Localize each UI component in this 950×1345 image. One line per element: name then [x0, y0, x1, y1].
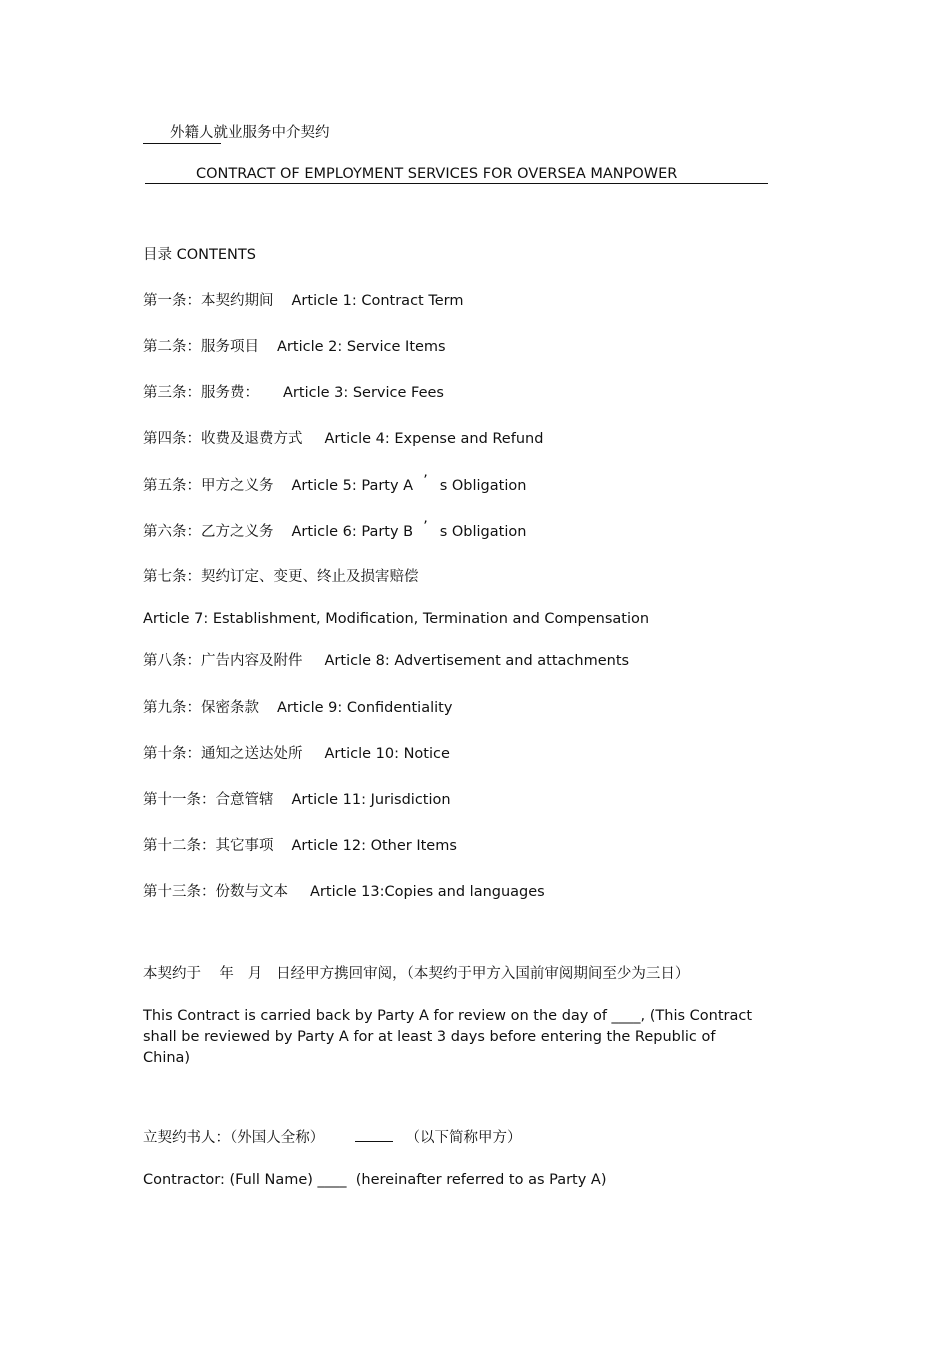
toc-item-cn: 第八条：广告内容及附件 [143, 653, 303, 669]
toc-item-en: Article 12: Other Items [291, 838, 457, 854]
toc-item-en: Article 6: Party B [291, 524, 414, 540]
toc-item-cn: 第三条：服务费： [143, 385, 259, 401]
party-a-name-blank[interactable] [355, 1129, 393, 1142]
toc-item-cn: 第四条：收费及退费方式 [143, 431, 303, 447]
toc-item [143, 291, 463, 311]
toc-item-cn: 第十条：通知之送达处所 [143, 746, 303, 762]
toc-item [143, 383, 444, 403]
toc-item [143, 651, 629, 671]
contractor-en: Contractor: (Full Name) ____ (hereinafter referred to as Party A) [143, 1172, 607, 1188]
toc-item-cn: 第六条：乙方之义务 [143, 524, 274, 540]
review-cn: 本契约于 年 月 日经甲方携回审阅，（本契约于甲方入国前审阅期间至少为三日） [143, 966, 690, 982]
toc-item-en-suffix: s Obligation [439, 524, 527, 540]
toc-item-cn: 第二条：服务项目 [143, 339, 259, 355]
toc-item-en: Article 11: Jurisdiction [291, 792, 451, 808]
toc-item-cn: 第五条：甲方之义务 [143, 478, 274, 494]
toc-item-en: Article 2: Service Items [277, 339, 446, 355]
title-cn-underline [143, 143, 221, 144]
toc-item-en-suffix: s Obligation [439, 478, 527, 494]
toc-item [143, 882, 545, 902]
toc-item-en: Article 9: Confidentiality [277, 700, 453, 716]
contents-heading: 目录 CONTENTS [143, 247, 256, 263]
contractor-cn-suffix: （以下简称甲方） [405, 1130, 522, 1146]
toc-item [143, 337, 446, 357]
review-en: This Contract is carried back by Party A for review on the day of ____, (This Contract shall be reviewed by Party A for at least 3 days before entering the Republic of China) [143, 1008, 753, 1066]
toc-item-en: Article 3: Service Fees [283, 385, 444, 401]
toc-item-en: Article 5: Party A [291, 478, 414, 494]
contractor-cn [143, 1128, 521, 1148]
toc-item-en: Article 8: Advertisement and attachments [324, 653, 630, 669]
toc-item-cn: 第十一条：合意管辖 [143, 792, 274, 808]
toc-item [143, 473, 527, 496]
toc-item [143, 698, 452, 718]
toc-item [143, 519, 527, 542]
title-cn: 外籍人就业服务中介契约 [170, 125, 330, 141]
apostrophe: ’ [423, 519, 428, 535]
toc-item-cn: 第十二条：其它事项 [143, 838, 274, 854]
title-en: CONTRACT OF EMPLOYMENT SERVICES FOR OVERSEA MANPOWER [196, 166, 678, 182]
toc-item [143, 744, 450, 764]
toc-item [143, 429, 543, 449]
toc-item [143, 836, 457, 856]
toc-item-en: Article 4: Expense and Refund [324, 431, 544, 447]
toc-item-cn: 第九条：保密条款 [143, 700, 259, 716]
toc-item [143, 790, 451, 810]
apostrophe: ’ [423, 473, 428, 489]
toc-item-cn: 第七条：契约订定、变更、终止及损害赔偿 [143, 569, 419, 585]
contractor-cn-label: 立契约书人：（外国人全称） [143, 1130, 325, 1146]
toc-item-cn: 第十三条：份数与文本 [143, 884, 288, 900]
toc-item-en: Article 10: Notice [324, 746, 450, 762]
toc-item-en: Article 1: Contract Term [291, 293, 464, 309]
toc-item-en: Article 13:Copies and languages [310, 884, 545, 900]
toc-item-en: Article 7: Establishment, Modification, Termination and Compensation [143, 611, 650, 627]
toc-item-cn: 第一条：本契约期间 [143, 293, 274, 309]
